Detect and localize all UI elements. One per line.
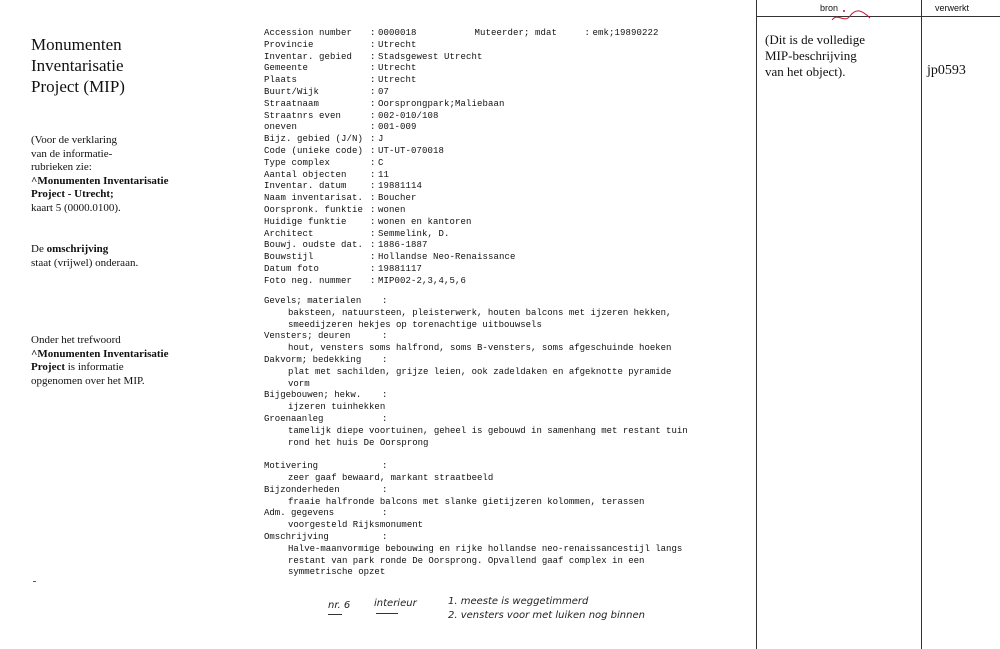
field-label: oneven [264,122,298,133]
section-heading-label: Motivering [264,461,319,472]
section-heading [264,485,688,497]
note1-line-2: van de informatie- [31,147,113,160]
field-value: 19881117 [378,263,423,274]
field-value: 1886-1887 [378,240,428,251]
record-field [264,122,659,134]
section-text: tamelijk diepe voortuinen, geheel is gebouwd in samenhang met restant tuin [288,425,688,436]
field-separator: : [370,98,376,109]
note1-line-1: (Voor de verklaring [31,134,117,146]
verwerkt-code: jp0593 [927,63,966,78]
note2-prefix: De [31,243,47,255]
field-value: Hollandse Neo-Renaissance [378,252,516,263]
field-label: Foto neg. nummer [264,275,353,286]
field-label: Straatnaam [264,98,320,109]
section-heading [264,414,688,426]
field-value: MIP002-2,3,4,5,6 [378,275,467,286]
section-text: fraaie halfronde balcons met slanke gietijzeren kolommen, terassen [288,496,645,507]
note1-bold-1: ^Monumenten Inventarisatie [31,174,169,187]
section-text: restant van park ronde De Oorsprong. Opvallend gaaf complex in een [288,555,645,566]
column-header-bron: bron [820,3,839,13]
field-label: Architect [264,228,314,239]
section-heading-colon: : [382,531,388,542]
header-rule [756,16,1000,17]
explanation-note [31,134,231,215]
field-separator: : [370,204,376,215]
field-label: Oorspronk. funktie [264,204,364,215]
field-separator: : [370,157,376,168]
field-label: Inventar. datum [264,181,347,192]
field-separator: : [370,193,376,204]
field-separator: : [370,86,376,97]
field-value: Stadsgewest Utrecht [378,51,483,62]
field-separator: : [370,134,376,145]
bron-note [765,32,865,80]
mip-title [31,34,231,97]
section-heading-label: Groenaanleg [264,413,324,424]
title-line-3: Project (MIP) [31,77,125,96]
field-value: Semmelink, D. [378,228,450,239]
field-separator: : [370,252,376,263]
field-label: Bouwstijl [264,252,314,263]
section-heading [264,331,688,343]
field-label: Provincie [264,39,314,50]
record-field [264,111,659,123]
note3-bold: ^Monumenten Inventarisatie [31,347,169,360]
field-value: 11 [378,169,390,180]
description-note [31,243,231,270]
section-heading-colon: : [382,331,388,342]
field-value: wonen en kantoren [378,216,472,227]
field-label: Bouwj. oudste dat. [264,240,364,251]
section-heading-colon: : [382,390,388,401]
section-text: rond het huis De Oorsprong [288,437,429,448]
record-field [264,240,659,252]
section-heading-colon: : [382,461,388,472]
field-separator: : [370,110,376,121]
field-label: Straatnrs even [264,110,342,121]
bron-line-3: van het object). [765,64,846,79]
record-field [264,63,659,75]
section-heading-colon: : [382,484,388,495]
section-heading [264,532,688,544]
red-pen-annotation [830,6,872,28]
section-heading-label: Adm. gegevens [264,508,335,519]
note3-line-4: opgenomen over het MIP. [31,374,145,387]
section-heading [264,296,688,308]
section-text: baksteen, natuursteen, pleisterwerk, houten balcons met ijzeren hekken, [288,307,672,318]
record-sections [264,296,688,579]
section-heading-colon: : [382,296,388,306]
section-text: vorm [288,378,310,389]
record-field [264,276,659,288]
note3-line-3: is informatie [65,361,124,373]
record-field [264,134,659,146]
field-separator: : [370,122,376,133]
handwritten-underline-1 [328,614,342,615]
handwritten-line-2: 2. vensters voor met luiken nog binnen [448,610,645,621]
note1-bold-2: Project - Utrecht; [31,188,114,200]
section-heading-colon: : [382,413,388,424]
record-field [264,264,659,276]
field-label: Type complex [264,157,331,168]
title-line-1: Monumenten [31,35,122,54]
field-value: Utrecht [378,63,417,74]
handwritten-interieur: interieur [374,598,417,609]
note2-tail: staat (vrijwel) onderaan. [31,256,139,269]
field-value: Oorsprongpark;Maliebaan [378,98,505,109]
title-line-2: Inventarisatie [31,56,124,75]
section-heading-label: Dakvorm; bedekking [264,354,362,365]
field-separator: : [370,28,376,38]
record-fields [264,28,659,288]
field-separator: : [370,240,376,251]
field-label: Accession number [264,28,353,38]
field-label: Gemeente [264,63,309,74]
field-separator: : [370,275,376,286]
field-label: Aantal objecten [264,169,347,180]
field-separator: : [370,75,376,86]
bron-line-2: MIP-beschrijving [765,48,857,63]
record-field [264,158,659,170]
field-separator: : [370,145,376,156]
record-field [264,52,659,64]
field-label: Buurt/Wijk [264,86,320,97]
handwritten-underline-2 [376,613,398,614]
record-field [264,99,659,111]
record-field [264,217,659,229]
field-value: Utrecht [378,75,417,86]
field-value: C [378,157,384,168]
section-heading-label: Bijgebouwen; hekw. [264,390,362,401]
record-field [264,205,659,217]
section-gap [264,449,688,461]
section-heading [264,461,688,473]
field-label: Naam inventarisat. [264,193,364,204]
field-value: 07 [378,86,390,97]
record-field [264,28,659,40]
field-value: 001-009 [378,122,417,133]
margin-mark [33,581,36,582]
note1-line-3: rubrieken zie: [31,161,92,173]
field-value: 19881114 [378,181,423,192]
section-text: hout, vensters soms halfrond, soms B-vensters, soms afgeschuinde hoeken [288,343,672,354]
keyword-note [31,334,231,388]
record-field [264,146,659,158]
note3-line-1: Onder het trefwoord [31,334,121,346]
field-separator: : [370,169,376,180]
field-separator: : [370,63,376,74]
mutator-label: Muteerder; mdat [474,28,558,38]
record-field [264,229,659,241]
mutator-value: emk;19890222 [592,28,659,38]
note3-bold-word: Project [31,361,65,373]
section-heading-colon: : [382,354,388,365]
section-heading-colon: : [382,508,388,519]
section-text: symmetrische opzet [288,567,386,578]
record-field [264,75,659,87]
record-field [264,170,659,182]
section-heading-label: Bijzonderheden [264,484,340,495]
field-value: J [378,134,384,145]
column-header-verwerkt: verwerkt [935,3,970,13]
field-label: Datum foto [264,263,320,274]
note2-bold: omschrijving [46,243,109,255]
section-heading-label: Vensters; deuren [264,331,351,342]
field-label: Inventar. gebied [264,51,353,62]
record-field [264,40,659,52]
mutator-separator: : [584,28,591,38]
section-heading-label: Gevels; materialen [264,296,362,306]
section-heading [264,390,688,402]
section-heading-label: Omschrijving [264,531,329,542]
record-field [264,193,659,205]
bron-line-1: (Dit is de volledige [765,32,866,47]
record-field [264,252,659,264]
handwritten-nr: nr. 6 [328,600,351,611]
record-field [264,87,659,99]
field-label: Code (unieke code) [264,145,364,156]
handwritten-line-1: 1. meeste is weggetimmerd [448,596,589,607]
note1-tail: kaart 5 (0000.0100). [31,201,121,214]
field-value: Boucher [378,193,417,204]
section-heading [264,508,688,520]
field-label: Plaats [264,75,298,86]
field-separator: : [370,263,376,274]
field-label: Bijz. gebied (J/N) [264,134,364,145]
section-text: Halve-maanvormige bebouwing en rijke hollandse neo-renaissancestijl langs [288,543,683,554]
column-divider-right [921,0,922,649]
field-value: 0000018 [378,28,417,38]
field-label: Huidige funktie [264,216,347,227]
section-text: smeedijzeren hekjes op torenachtige uitbouwsels [288,319,542,330]
field-value: wonen [378,204,406,215]
column-divider-left [756,0,757,649]
section-heading [264,355,688,367]
section-text: zeer gaaf bewaard, markant straatbeeld [288,472,494,483]
record-field [264,181,659,193]
section-text: plat met sachilden, grijze leien, ook zadeldaken en afgeknotte pyramide [288,366,672,377]
section-text: voorgesteld Rijksmonument [288,520,424,531]
field-separator: : [370,51,376,62]
section-text: ijzeren tuinhekken [288,402,386,413]
field-value: UT-UT-070018 [378,145,445,156]
field-value: 002-010/108 [378,110,439,121]
field-value: Utrecht [378,39,417,50]
field-separator: : [370,181,376,192]
field-separator: : [370,39,376,50]
field-separator: : [370,216,376,227]
field-separator: : [370,228,376,239]
